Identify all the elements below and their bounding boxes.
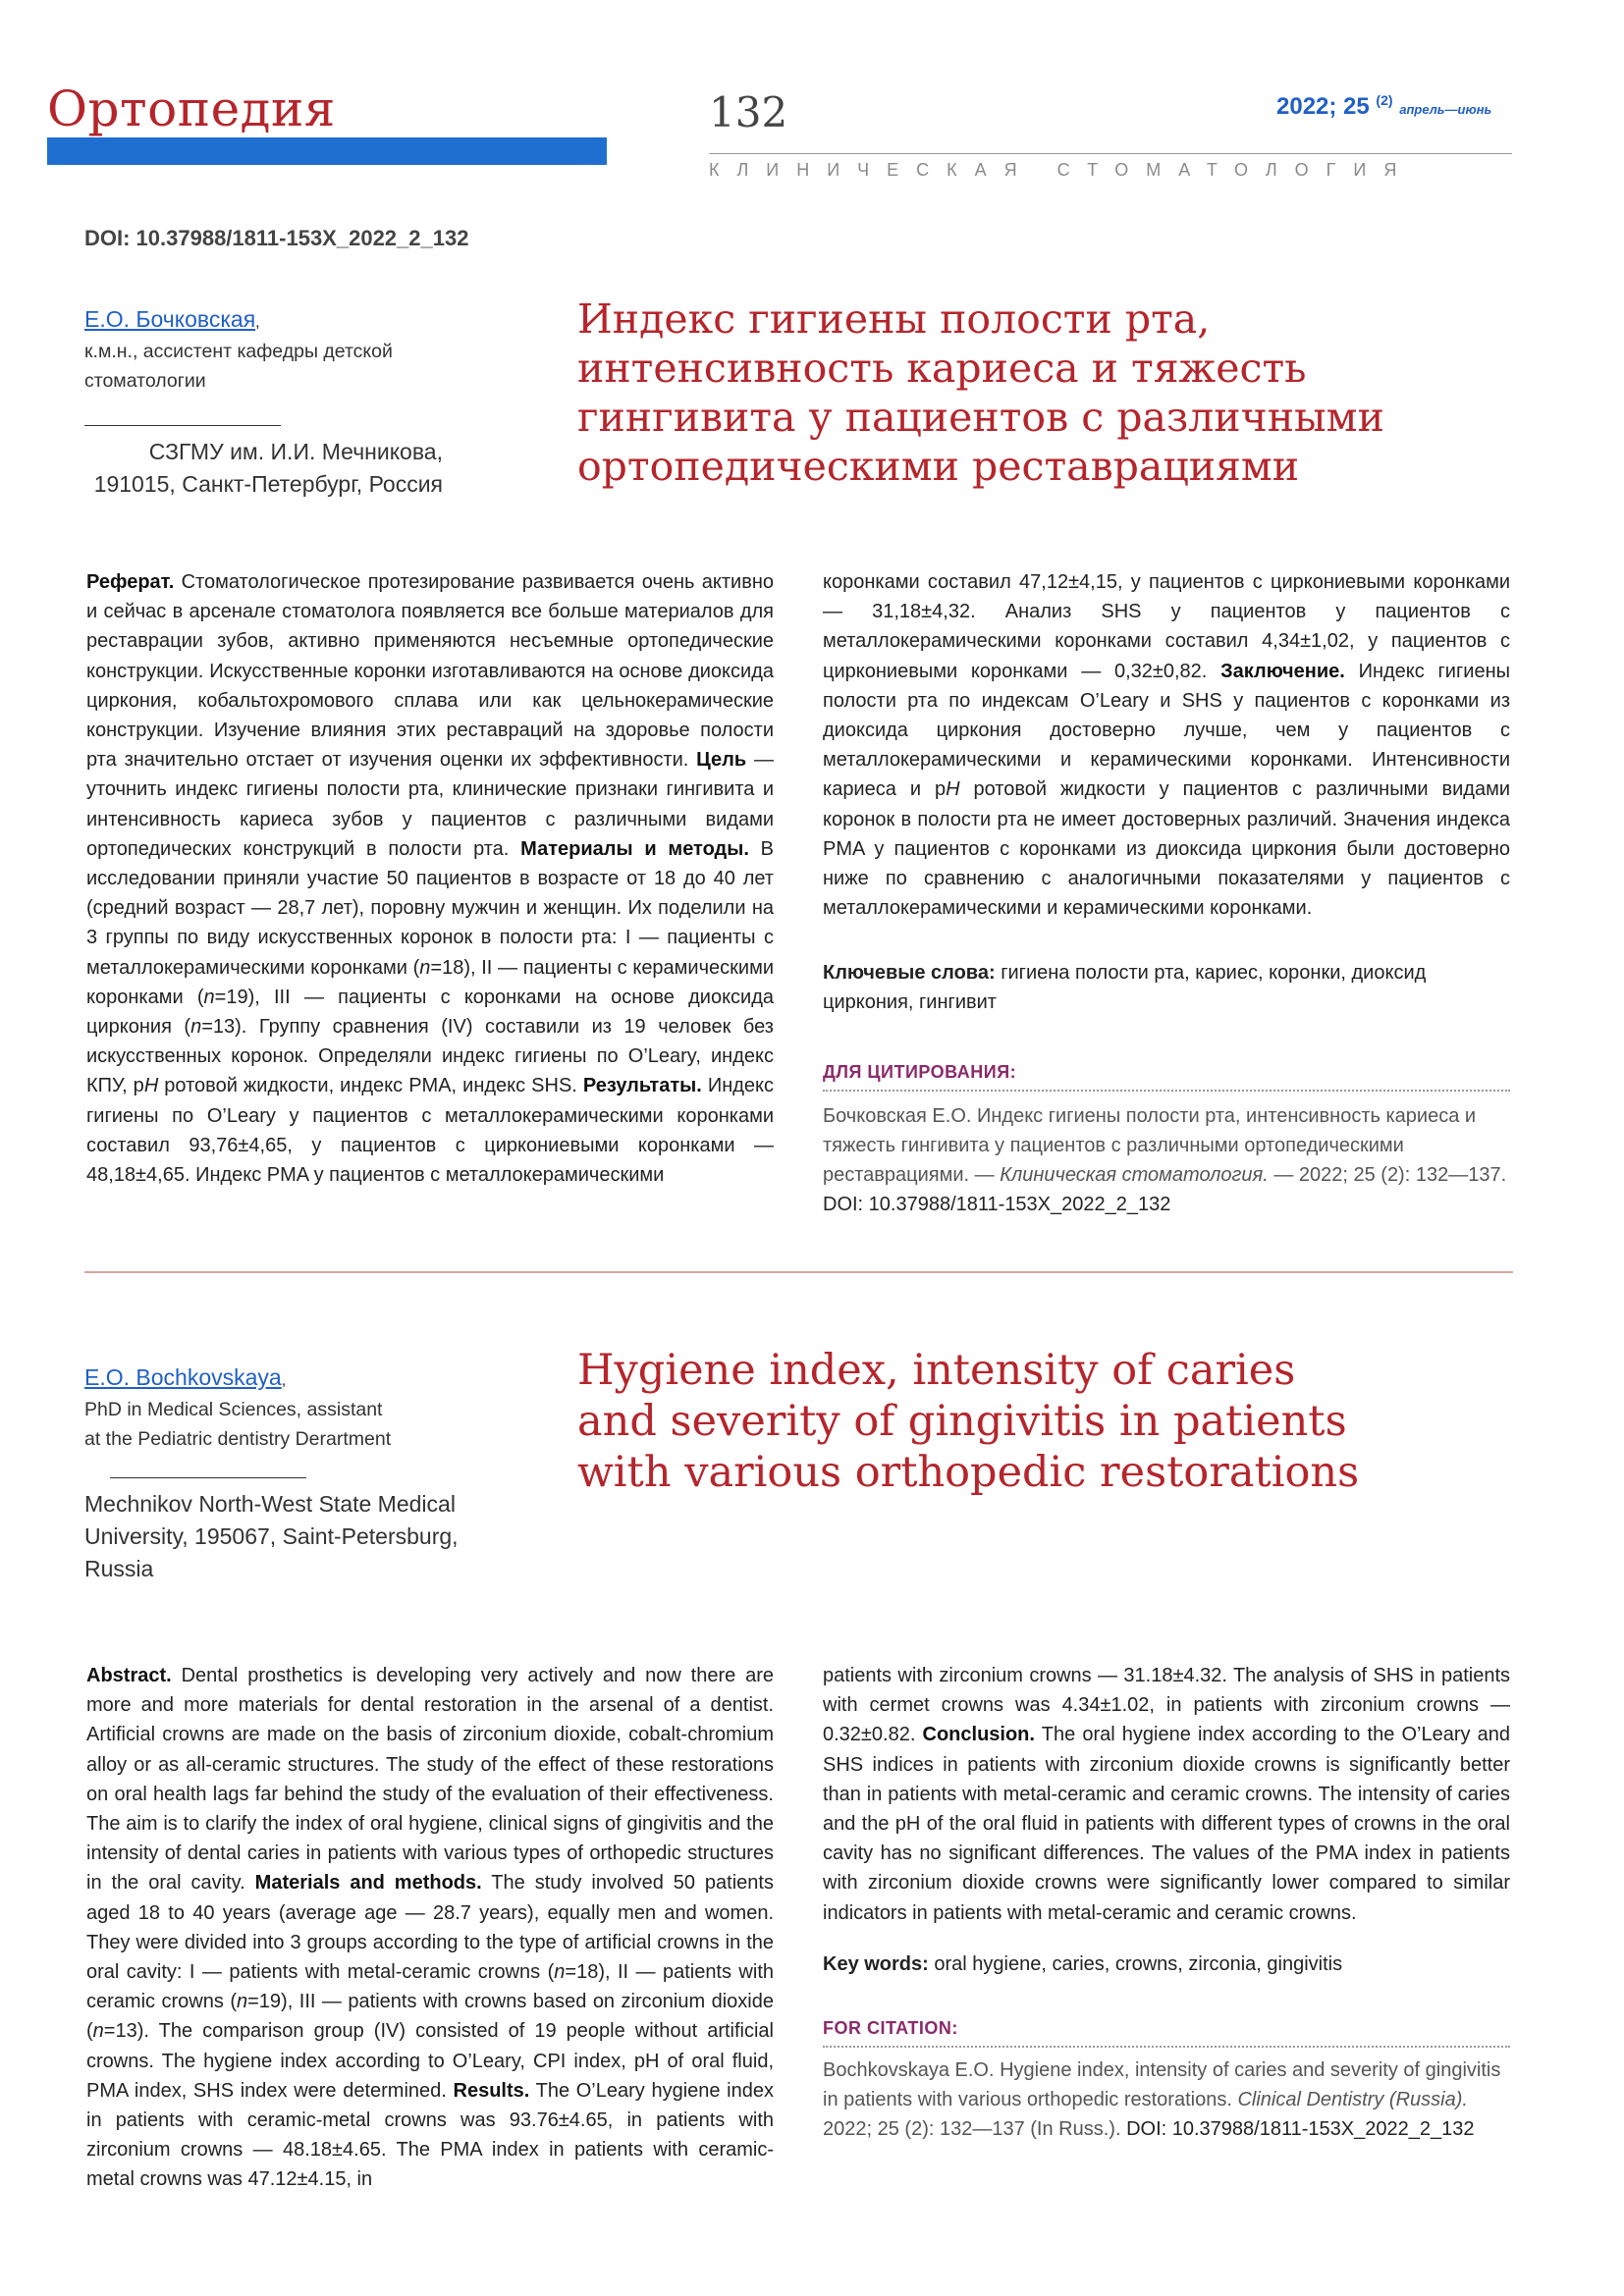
ru-methods-label: Материалы и методы. [520,837,749,860]
en-n: n [237,1991,248,2013]
ru-abstract-label: Реферат. [86,571,175,593]
en-keywords-label: Key words: [823,1953,929,1975]
ru-author-desc-1: к.м.н., ассистент кафедры детской [84,341,393,362]
ru-methods-text: В исследовании приняли участие 50 пациентов в возрасте от 18 до 40 лет (средний возраст — 28,7 лет), поровну мужчин и женщин. Их поделили на 3 группы по виду искусственных коронок в полости рта: I — пациенты с металлокерамическими коронками ( [86,837,775,979]
en-citation-label-real: FOR CITATION: [823,2018,958,2038]
en-n: n [92,2020,104,2043]
en-results-label: Results. [453,2079,530,2102]
issue-info [1276,92,1491,121]
en-results-text: The O’Leary hygiene index in patients with ceramic-metal crowns was 93.76±4.65, in patients with zirconium crowns — 48.18±4.65. The PMA index in patients with ceramic-metal crowns was 47.12±4.15, in [86,2079,774,2191]
doi: DOI: 10.37988/1811-153X_2022_2_132 [84,226,469,250]
ru-citation-rule [823,1090,1510,1092]
issue-year: 2022; 25 [1276,93,1370,120]
section-accent-bar [47,137,607,165]
section-title: Ортопедия [47,80,336,137]
en-citation-tail: 2022; 25 (2): 132—137 (In Russ.). [823,2118,1121,2140]
en-citation-text: Bochkovskaya E.O. Hygiene index, intensity of caries and severity of gingivitis in patients with various orthopedic restorations. [823,2059,1501,2110]
ru-methods-text: =13). Группу сравнения (IV) составили из 19 человек без искусственных коронок. Определяли индекс гигиены по O’Leary, индекс КПУ, р [86,1016,774,1097]
en-results-text: patients with zirconium crowns — 31.18±4.32. The analysis of SHS in patients with cermet crowns was 4.34±1.02, in patients with zirconium crowns — 0.32±0.82. [823,1665,1510,1746]
en-conclusion-label: Conclusion. [922,1724,1035,1746]
journal-name: КЛИНИЧЕСКАЯ СТОМАТОЛОГИЯ [709,160,1415,180]
ru-conclusion-label: Заключение. [1220,660,1345,682]
author-divider [84,425,281,426]
ru-methods-text: =18), II — пациенты с керамическими коронками ( [86,956,774,1008]
en-methods-text: =18), II — patients with ceramic crowns ( [86,1961,774,2013]
header-rule [709,153,1512,154]
issue-number: (2) [1376,92,1393,108]
ru-citation-journal: Клиническая стоматология. [1000,1164,1269,1186]
ru-n: n [190,1016,202,1039]
issue-months: апрель—июнь [1399,102,1492,117]
ru-author-name[interactable]: Е.О. Бочковская [84,306,256,332]
en-author-block: E.O. Bochkovskaya, PhD in Medical Sciences, assistant at the Pediatric dentistry Derartment Mechnikov North-West State Medical University, 195067, Saint-Petersburg, Russia [84,1364,526,1585]
en-abstract-col-1 [86,1661,774,2195]
en-article-title [577,1345,1559,1498]
ru-results-text: Индекс гигиены по O’Leary у пациентов с металлокерамическими коронками составил 93,76±4,65, у пациентов с циркониевыми коронками — 48,18±4,65. Индекс PMA у пациентов с металлокерамическими [86,1075,774,1187]
ru-methods-text: ротовой жидкости, индекс PMA, индекс SHS. [158,1075,577,1097]
en-keywords [823,1949,1510,1979]
en-affil-3: Russia [84,1556,154,1581]
ru-title-line: интенсивность кариеса и тяжесть [577,345,1307,392]
ru-results-text: коронками составил 47,12±4,15, у пациентов с циркониевыми коронками — 31,18±4,32. Анализ SHS у пациентов у пациентов с металлокерамическими коронками составил 4,34±1,02, у пациентов с циркониевыми коронками — 0,32±0,82. [823,571,1510,682]
en-author-desc-2: at the Pediatric dentistry Derartment [84,1428,392,1450]
en-affil-2: University, 195067, Saint-Petersburg, [84,1523,459,1549]
ru-title-line: гингивита у пациентов с различными [577,394,1384,441]
en-conclusion-text: The oral hygiene index according to the O’Leary and SHS indices in patients with zirconium dioxide crowns is significantly better than in patients with metal-ceramic and ceramic crowns. The intensity of caries and the pH of the oral fluid in patients with different types of crowns in the oral cavity has no significant differences. The values of the PMA index in patients with zirconium dioxide crowns were significantly lower compared to similar indicators in patients with metal-ceramic and ceramic crowns. [823,1724,1510,1924]
ru-author-desc-2: стоматологии [84,370,206,392]
ru-citation-tail: — 2022; 25 (2): 132—137. [1273,1164,1507,1186]
ru-title-line: Индекс гигиены полости рта, [577,295,1211,343]
ru-n: n [419,956,431,979]
ru-title-line: ортопедическими реставрациями [577,443,1300,490]
ru-methods-text: =19), III — пациенты с коронками на основе диоксида циркония ( [86,986,775,1039]
en-citation [823,2056,1510,2144]
ru-affil-2: 191015, Санкт-Петербург, Россия [93,471,443,497]
en-n: n [554,1961,566,1984]
ru-article-title [577,294,1540,491]
author-divider [110,1477,306,1478]
en-title-line: and severity of gingivitis in patients [577,1397,1347,1446]
ru-author-block: Е.О. Бочковская, к.м.н., ассистент кафедры детской стоматологии СЗГМУ им. И.И. Мечникова, 191015, Санкт-Петербург, Россия [84,306,497,501]
en-affil-1: Mechnikov North-West State Medical [84,1491,456,1517]
ru-abstract-text: Стоматологическое протезирование развивается очень активно и сейчас в арсенале стоматолога появляется все больше материалов для реставрации зубов, активно применяются несъемные ортопедические конструкции. Искусственные коронки изготавливаются на основе диоксида циркония, кобальтохромового сплава или как цельнокерамические конструкции. Изучение влияния этих реставраций на здоровье полости рта значительно отстает от изучения оценки их эффективности. [86,571,775,772]
ru-ph-h: H [143,1075,159,1097]
en-methods-text: The study involved 50 patients aged 18 to 40 years (average age — 28.7 years), equally men and women. They were divided into 3 groups according to the type of artificial crowns in the oral cavity: I — patients with metal-ceramic crowns ( [86,1872,774,1984]
ru-citation-text: Бочковская Е.О. Индекс гигиены полости рта, интенсивность кариеса и тяжесть гингивита у пациентов с различными ортопедическими реставрациями. — [823,1105,1477,1186]
ru-conclusion-text: ротовой жидкости у пациентов с различными видами коронок в полости рта не имеет достоверных различий. Значения индекса PMA у пациентов с коронками из диоксида циркония были достоверно ниже по сравнению с аналогичными показателями у пациентов с металлокерамическими и керамическими коронками. [823,778,1510,920]
ru-aim-label: Цель [696,749,747,772]
en-citation-doi[interactable]: DOI: 10.37988/1811-153X_2022_2_132 [1126,2118,1475,2140]
ru-abstract-col-2 [823,567,1510,923]
ru-affil-1: СЗГМУ им. И.И. Мечникова, [148,439,443,464]
ru-results-label: Результаты. [582,1075,702,1097]
ru-citation-label: ДЛЯ ЦИТИРОВАНИЯ: [823,1062,1017,1082]
en-methods-text: =19), III — patients with crowns based on zirconium dioxide ( [86,1991,774,2043]
en-keywords-text: oral hygiene, caries, crowns, zirconia, gingivitis [934,1953,1343,1975]
en-citation-rule [823,2046,1510,2048]
en-title-line: Hygiene index, intensity of caries [577,1346,1296,1395]
ru-keywords-text: гигиена полости рта, кариес, коронки, диоксид циркония, гингивит [823,962,1427,1013]
language-divider [84,1271,1513,1273]
en-methods-label: Materials and methods. [254,1872,482,1895]
en-author-name[interactable]: E.O. Bochkovskaya [84,1364,282,1390]
en-methods-text: =13). The comparison group (IV) consisted of 19 people without artificial crowns. The hygiene index according to O’Leary, CPI index, pH of oral fluid, PMA index, SHS index were determined. [86,2020,774,2102]
ru-citation-doi[interactable]: DOI: 10.37988/1811-153X_2022_2_132 [823,1194,1171,1215]
en-author-desc-1: PhD in Medical Sciences, assistant [84,1399,383,1420]
ru-abstract-col-1 [86,567,774,1190]
page-number: 132 [709,88,788,136]
en-abstract-label: Abstract. [86,1665,172,1686]
en-abstract-col-2 [823,1661,1510,1928]
ru-keywords [823,958,1510,1017]
en-citation-journal: Clinical Dentistry (Russia). [1237,2089,1468,2110]
ru-citation [823,1101,1510,1219]
ru-conclusion-text: Индекс гигиены полости рта по индексам O’Leary и SHS у пациентов с коронками из диоксида циркония достоверно лучше, чем у пациентов с металлокерамическими и керамическими коронками. Интенсивности кариеса и р [823,660,1510,801]
en-title-line: with various orthopedic restorations [577,1448,1360,1497]
ru-keywords-label: Ключевые слова: [823,962,996,984]
ru-ph-h: H [946,778,960,801]
ru-n: n [203,986,215,1008]
en-abstract-text: Dental prosthetics is developing very actively and now there are more and more materials for dental restoration in the arsenal of a dentist. Artificial crowns are made on the basis of zirconium dioxide, cobalt-chromium alloy or as all-ceramic structures. The study of the effect of these restorations on oral health lags far behind the study of the evaluation of their effectiveness. The aim is to clarify the index of oral hygiene, clinical signs of gingivitis and the intensity of dental caries in patients with various types of orthopedic structures in the oral cavity. [86,1665,774,1895]
ru-aim-text: — уточнить индекс гигиены полости рта, клинические признаки гингивита и интенсивность кариеса зубов у пациентов с различными видами ортопедических конструкций в полости рта. [86,749,774,860]
